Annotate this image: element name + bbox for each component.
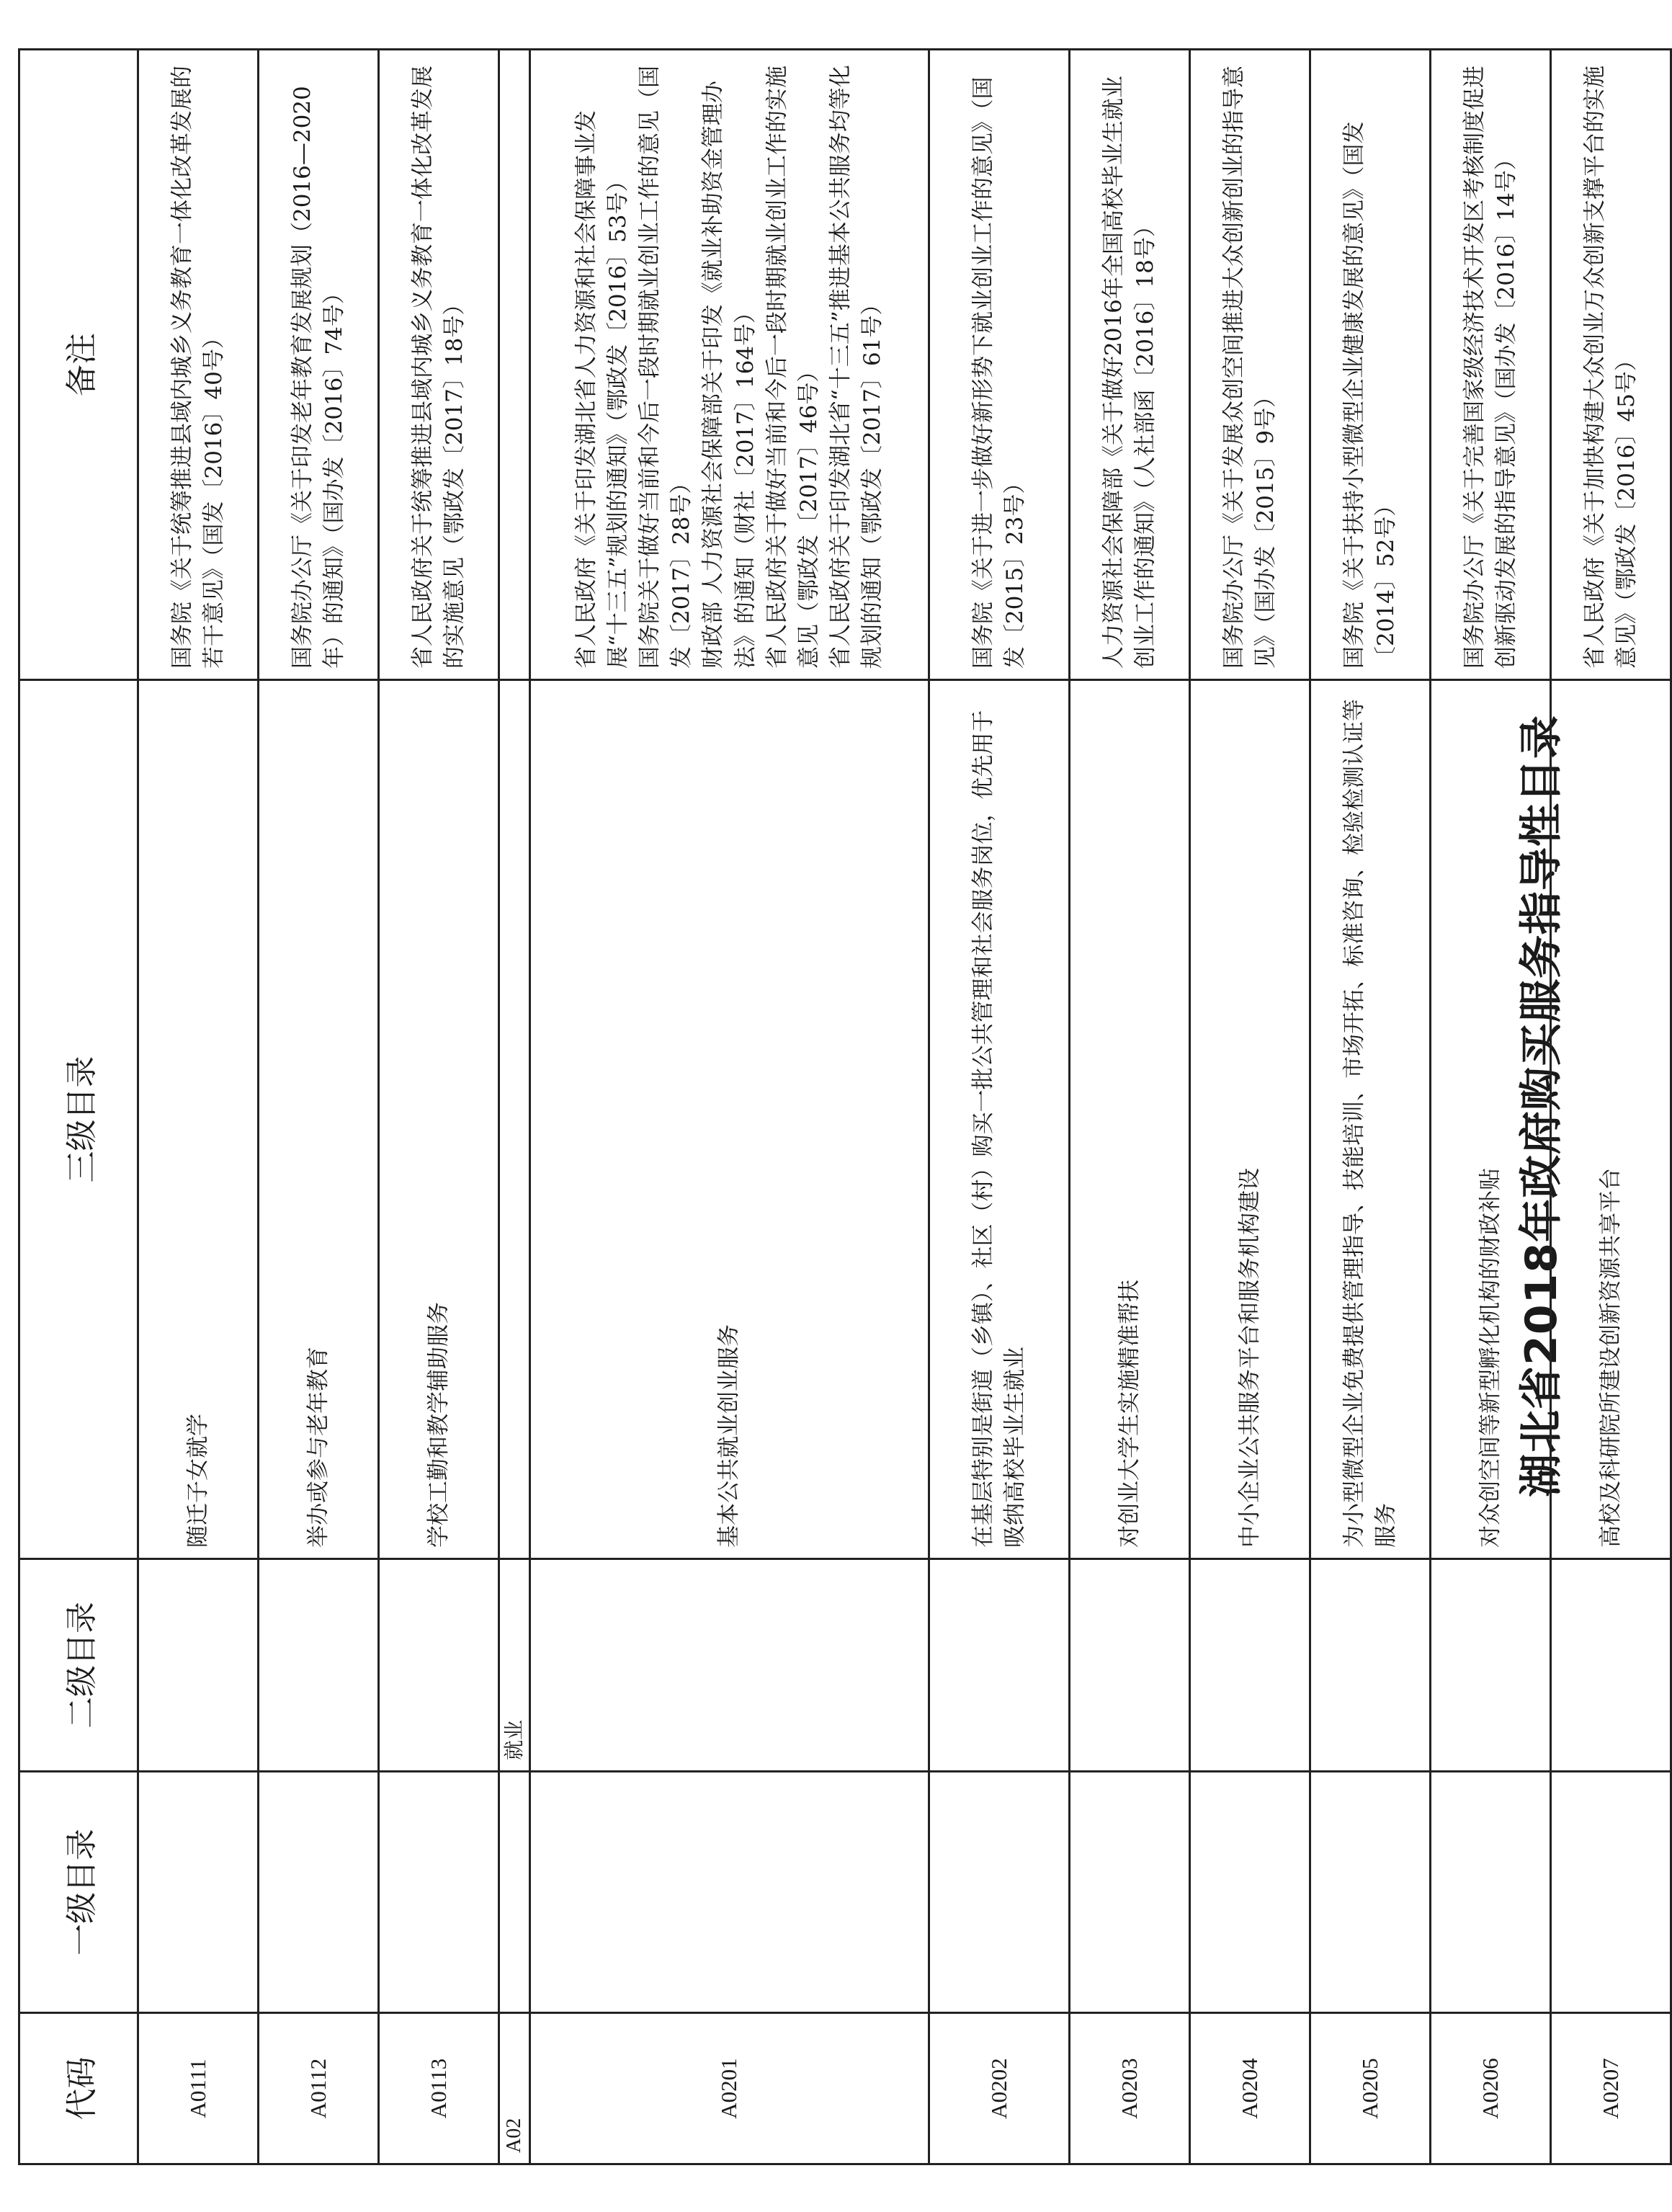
cell-level2 [530,1559,929,1772]
cell-level2 [1070,1559,1190,1772]
cell-level1 [379,1772,499,2013]
table-row [1190,50,1310,2164]
header-level2: 二级目录 [19,1559,138,1772]
note-line: 国务院《关于进一步做好新形势下就业创业工作的意见》（国发〔2015〕23号） [970,76,1028,669]
note-line: 国务院办公厅《关于完善国家级经济技术开发区考核制度促进创新驱动发展的指导意见》（国办发〔2016〕14号） [1461,66,1519,669]
note-line: 省人民政府关于做好当前和今后一段时期就业创业工作的实施意见（鄂政发〔2017〕46号） [764,66,822,669]
header-level3: 三级目录 [19,680,138,1559]
cell-level1 [929,1772,1070,2013]
cell-level3: 为小型微型企业免费提供管理指导、技能培训、市场开拓、标准咨询、检验检测认证等服务 [1310,680,1431,1559]
table-row [1431,50,1551,2164]
cell-notes [499,50,530,680]
table-header-row [19,50,138,2164]
cell-level3: 举办或参与老年教育 [259,680,379,1559]
cell-level3: 高校及科研院所建设创新资源共享平台 [1551,680,1671,1559]
note-line: 省人民政府关于统筹推进县域内城乡义务教育一体化改革发展的实施意见（鄂政发〔2017〕18号） [409,66,468,669]
table-row [259,50,379,2164]
note-line: 国务院《关于扶持小型微型企业健康发展的意见》（国发〔2014〕52号） [1341,121,1399,669]
cell-level2 [929,1559,1070,1772]
cell-notes [1310,50,1431,680]
cell-notes [1190,50,1310,680]
cell-code: A0112 [259,2013,379,2164]
cell-code: A0202 [929,2013,1070,2164]
cell-notes [530,50,929,680]
directory-table [18,48,1672,2165]
cell-level3: 中小企业公共服务平台和服务机构建设 [1190,680,1310,1559]
cell-level2 [1310,1559,1431,1772]
cell-notes [379,50,499,680]
cell-code: A0113 [379,2013,499,2164]
cell-level3: 随迁子女就学 [138,680,259,1559]
cell-level1 [1190,1772,1310,2013]
cell-level1 [259,1772,379,2013]
table-row-category [499,50,530,2164]
cell-code: A0205 [1310,2013,1431,2164]
cell-level2 [1431,1559,1551,1772]
table-row [929,50,1070,2164]
note-line: 国务院《关于统筹推进县域内城乡义务教育一体化改革发展的若干意见》（国发〔2016〕40号） [169,66,227,669]
table-row [379,50,499,2164]
table-row [1551,50,1671,2164]
cell-level1 [1431,1772,1551,2013]
cell-level3: 在基层特别是街道（乡镇）、社区（村）购买一批公共管理和社会服务岗位，优先用于吸纳高校毕业生就业 [929,680,1070,1559]
cell-code: A0111 [138,2013,259,2164]
table-row [1310,50,1431,2164]
table-row [1070,50,1190,2164]
cell-level2 [379,1559,499,1772]
cell-level2 [259,1559,379,1772]
cell-level3: 学校工勤和教学辅助服务 [379,680,499,1559]
cell-level1 [1310,1772,1431,2013]
header-notes: 备注 [19,50,138,680]
table-row [138,50,259,2164]
cell-level1 [138,1772,259,2013]
note-line: 财政部 人力资源社会保障部关于印发《就业补助资金管理办法》的通知（财社〔2017〕164号） [700,81,759,669]
table-row [530,50,929,2164]
cell-level2 [138,1559,259,1772]
cell-notes [1070,50,1190,680]
header-level1: 一级目录 [19,1772,138,2013]
cell-notes [1551,50,1671,680]
cell-code: A0207 [1551,2013,1671,2164]
note-line: 人力资源社会保障部《关于做好2016年全国高校毕业生就业创业工作的通知》（人社部函〔2016〕18号） [1100,76,1158,669]
cell-level1 [499,1772,530,2013]
cell-code: A0201 [530,2013,929,2164]
cell-level1 [1551,1772,1671,2013]
cell-level3 [499,680,530,1559]
note-line: 省人民政府《关于加快构建大众创业万众创新支撑平台的实施意见》（鄂政发〔2016〕45号） [1581,66,1640,669]
cell-level2 [1551,1559,1671,1772]
cell-notes [138,50,259,680]
cell-level2: 就业 [499,1559,530,1772]
cell-code: A0203 [1070,2013,1190,2164]
cell-level1 [530,1772,929,2013]
note-line: 国务院办公厅《关于印发老年教育发展规划（2016—2020年）的通知》（国办发〔2016〕74号） [289,86,347,669]
cell-level3: 对众创空间等新型孵化机构的财政补贴 [1431,680,1551,1559]
note-line: 省人民政府关于印发湖北省“十三五”推进基本公共服务均等化规划的通知（鄂政发〔2017〕61号） [827,65,885,669]
cell-notes [259,50,379,680]
cell-code: A0204 [1190,2013,1310,2164]
note-line: 国务院关于做好当前和今后一段时期就业创业工作的意见（国发〔2017〕28号） [637,66,695,669]
note-line: 省人民政府《关于印发湖北省人力资源和社会保障事业发展“十三五”规划的通知》（鄂政发〔2016〕53号） [573,110,632,669]
cell-level1 [1070,1772,1190,2013]
cell-notes [1431,50,1551,680]
cell-level3: 对创业大学生实施精准帮扶 [1070,680,1190,1559]
header-code: 代码 [19,2013,138,2164]
cell-notes [929,50,1070,680]
cell-level2 [1190,1559,1310,1772]
cell-code: A0206 [1431,2013,1551,2164]
note-line: 国务院办公厅《关于发展众创空间推进大众创新创业的指导意见》（国办发〔2015〕9号） [1220,66,1279,669]
document-title: 湖北省2018年政府购买服务指导性目录 [1516,715,1567,1497]
cell-code: A02 [499,2013,530,2164]
cell-level3: 基本公共就业创业服务 [530,680,929,1559]
